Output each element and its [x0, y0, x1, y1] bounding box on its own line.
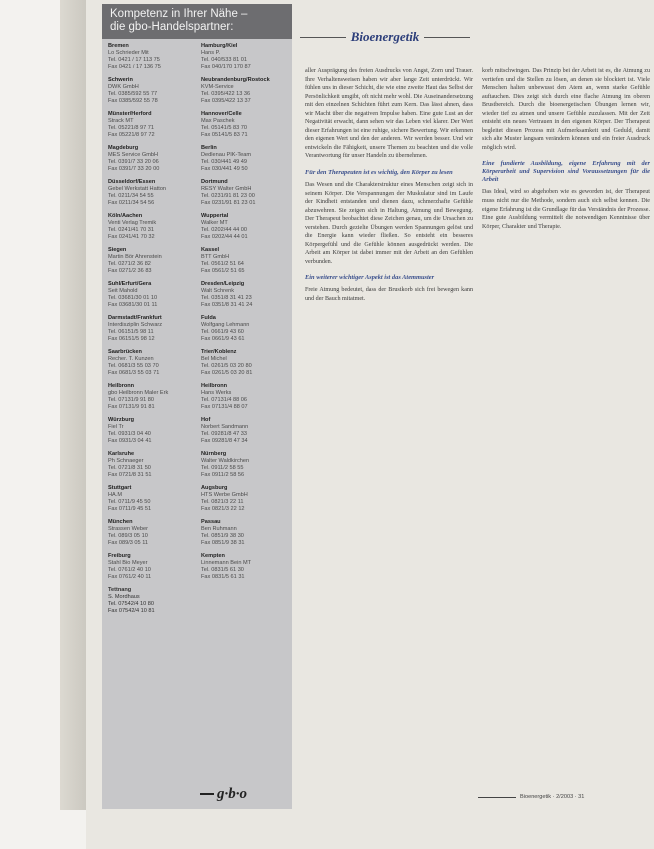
- partner-line: Tel. 0261/5 03 20 80: [201, 363, 252, 369]
- partner-line: Fiel Tr: [108, 424, 124, 430]
- partner-entry: [108, 213, 195, 243]
- partner-entry: [108, 383, 195, 413]
- partner-line: Fax 089/3 05 11: [108, 540, 149, 546]
- page-footer: Bioenergetik · 2/2003 · 31: [520, 794, 585, 800]
- partner-city: Magdeburg: [108, 145, 139, 151]
- article-subheading: Für den Therapeuten ist es wichtig, den Körper zu lesen: [305, 169, 453, 177]
- partner-line: Fax 0711/9 45 51: [108, 506, 152, 512]
- partner-entry: [201, 281, 288, 311]
- section-title: [300, 29, 470, 45]
- partner-line: RESY Walter GmbH: [201, 186, 252, 192]
- partner-city: Bremen: [108, 43, 129, 49]
- partner-city: Heilbronn: [108, 383, 135, 389]
- partner-line: Tel. 0821/3 22 11: [201, 499, 244, 505]
- partner-line: Tel. 07542/4 10 80: [108, 601, 155, 607]
- partner-city: Karlsruhe: [108, 451, 135, 457]
- article-subheading: Eine fundierte Ausbildung, eigene Erfahrung mit der Körperarbeit und Supervision sind Voraussetzungen für die Arbeit: [482, 160, 650, 184]
- partner-city: Hof: [201, 417, 211, 423]
- partner-line: KVM-Service: [201, 84, 234, 90]
- partner-line: Martin Bör Ahrenstein: [108, 254, 162, 260]
- partner-line: Tel. 05221/8 97 71: [108, 125, 155, 131]
- partner-line: Tel. 0711/9 45 50: [108, 499, 151, 505]
- partner-line: Fax 0271/2 36 83: [108, 268, 152, 274]
- partner-line: Tel. 0395/422 13 36: [201, 91, 251, 97]
- partner-line: Tel. 089/3 05 10: [108, 533, 148, 539]
- partner-line: Tel. 0931/3 04 40: [108, 431, 151, 437]
- partner-line: Lo Schrieder Mit: [108, 50, 149, 56]
- article-paragraph: Freie Atmung bedeutet, dass der Brustkorb sich frei bewegen kann und der Bauch mitatmet.: [305, 287, 473, 303]
- partner-line: Fax 0351/8 31 41 24: [201, 302, 253, 308]
- partner-line: Fax 0421 / 17 136 75: [108, 64, 161, 70]
- partner-city: Kassel: [201, 247, 220, 253]
- partner-city: Hannover/Celle: [201, 111, 242, 117]
- partner-line: Strassen Weber: [108, 526, 149, 532]
- partner-line: Walker MT: [201, 220, 228, 226]
- partner-line: gbo Heilbronn Maler Erk: [108, 390, 169, 396]
- partner-line: Tel. 0911/2 58 55: [201, 465, 244, 471]
- partner-entry: [108, 77, 195, 107]
- partner-line: Tel. 0351/8 31 41 23: [201, 295, 252, 301]
- partner-entry: [108, 417, 195, 447]
- partner-line: BTT GmbH: [201, 254, 230, 260]
- partner-line: Walt Schrenk: [201, 288, 235, 294]
- partner-line: Venti Verlag Tremik: [108, 220, 157, 226]
- partner-line: Tel. 0561/2 51 64: [201, 261, 244, 267]
- article-subheading: Ein weiterer wichtiger Aspekt ist das Atemmuster: [305, 274, 435, 282]
- logo-bar-icon: [200, 793, 214, 795]
- partner-line: Fax 0241/41 70 32: [108, 234, 155, 240]
- partner-line: Tel. 030/441 49 49: [201, 159, 248, 165]
- partner-line: Fax 07131/4 88 07: [201, 404, 248, 410]
- partner-line: Tel. 0761/2 40 10: [108, 567, 151, 573]
- partner-line: Fax 0231/91 81 23 01: [201, 200, 256, 206]
- partner-entry: [108, 553, 195, 583]
- partner-line: Fax 0385/592 55 78: [108, 98, 158, 104]
- section-title-text: Bioenergetik: [350, 29, 420, 44]
- partner-line: Recher. T. Kunzen: [108, 356, 154, 362]
- partner-line: Fax 0851/9 38 31: [201, 540, 245, 546]
- partner-line: Norbert Sandmann: [201, 424, 249, 430]
- partner-line: Fax 0831/5 61 31: [201, 574, 245, 580]
- partner-entry: [201, 553, 288, 583]
- partner-line: Fax 030/441 49 50: [201, 166, 248, 172]
- partner-entry: [108, 485, 195, 515]
- partner-city: Köln/Aachen: [108, 213, 143, 219]
- gbo-logo: [200, 786, 286, 802]
- partner-line: Fax 0202/44 44 01: [201, 234, 248, 240]
- partner-line: HA.M: [108, 492, 122, 498]
- partner-city: Passau: [201, 519, 221, 525]
- title-rule-right: [424, 37, 470, 38]
- partner-city: Würzburg: [108, 417, 135, 423]
- partner-line: Tel. 0721/8 31 50: [108, 465, 151, 471]
- partner-line: Fax 0261/5 03 20 81: [201, 370, 253, 376]
- article-paragraph: aller Ausprägung des freien Ausdrucks von Angst, Zorn und Trauer. Ihre Verhaltensweisen haben wir aber lange Zeit unterdrückt. Wir fühlen uns in dieser Schicht, die wie eine zweite Haut das Selbst der Persönlichkeit umgibt, oft nicht mehr wohl. Die Auseinandersetzung mit den einzelnen Schichten führt zum Kern. Das lässt ahnen, dass wir Macht über die negativen Impulse haben. Eine gute Lust an der Negativität erwacht, dann sehen wir das Leben viel klarer. Der Wert dieser Erfahrungen ist eine ruhige, sichere Bewertung. Wir erkennen den eigenen Wert und den der anderen. Wir werden besser. Und wir entwickeln die Fähigkeit, unsere Themen zu beachten und die volle Verantwortung für unser Handeln zu übernehmen.: [305, 68, 473, 160]
- partner-city: Tettnang: [108, 587, 132, 593]
- partner-line: Fax 03681/30 01 11: [108, 302, 158, 308]
- partner-city: Berlin: [201, 145, 217, 151]
- partner-entry: [108, 519, 195, 549]
- partner-line: Tel. 0271/2 36 82: [108, 261, 151, 267]
- partner-line: Fax 0911/2 58 56: [201, 472, 245, 478]
- article-column-right: [482, 67, 650, 237]
- partner-line: Walter Waldkirchen: [201, 458, 250, 464]
- partner-city: Siegen: [108, 247, 127, 253]
- partner-line: Tel. 0851/9 38 30: [201, 533, 244, 539]
- partner-line: Dedlenau PIK-Team: [201, 152, 252, 158]
- partner-line: Fax 09281/8 47 34: [201, 438, 248, 444]
- partner-city: Münster/Herford: [108, 111, 152, 117]
- title-rule-left: [300, 37, 346, 38]
- partner-line: Tel. 0681/3 55 03 70: [108, 363, 159, 369]
- partner-entry: [108, 111, 195, 141]
- partner-city: Saarbrücken: [108, 349, 142, 355]
- partner-entry: [108, 43, 195, 73]
- sidebar-header-line-1: Kompetenz in Ihrer Nähe –: [110, 8, 248, 20]
- partner-line: Fax 0761/2 40 11: [108, 574, 152, 580]
- partner-line: Fax 05141/5 83 71: [201, 132, 248, 138]
- partner-line: Tel. 0421 / 17 113 75: [108, 57, 160, 63]
- partner-entry-last: [102, 587, 292, 615]
- logo-text: g·b·o: [217, 785, 247, 802]
- article-column-middle: [305, 67, 473, 310]
- partner-line: Fax 07131/9 91 81: [108, 404, 155, 410]
- partner-line: Fax 0681/3 55 03 71: [108, 370, 160, 376]
- partner-line: Tel. 0391/7 33 20 06: [108, 159, 159, 165]
- partner-line: Tel. 040/533 81 01: [201, 57, 248, 63]
- partner-city: Hamburg/Kiel: [201, 43, 238, 49]
- partner-city: Stuttgart: [108, 485, 132, 491]
- article-paragraph: Das Ideal, wird so abgehoben wie es geworden ist, der Therapeut muss nicht nur die Methode, sondern auch sich selbst kennen. Die eigene Erfahrung ist die Grundlage für das Verständnis der Prozesse. Eine gute Ausbildung vermittelt die notwendigen Kenntnisse über Körper, Charakter und Therapie.: [482, 189, 650, 230]
- partner-entry: [201, 485, 288, 515]
- partner-line: Tel. 03681/30 01 10: [108, 295, 158, 301]
- sidebar-header: [102, 4, 292, 39]
- sidebar-header-line-2: die gbo-Handelspartner:: [110, 21, 234, 33]
- partner-line: MES Service GmbH: [108, 152, 159, 158]
- partner-line: Fax 0821/3 22 12: [201, 506, 245, 512]
- partner-entry: [108, 451, 195, 481]
- partner-line: Seit Mahold: [108, 288, 138, 294]
- partner-entry: [108, 349, 195, 379]
- partner-line: Tel. 05141/5 83 70: [201, 125, 248, 131]
- partner-line: Fax 0561/2 51 65: [201, 268, 245, 274]
- partner-entry: [201, 111, 288, 141]
- partner-entry: [201, 179, 288, 209]
- partner-city: Düsseldorf/Essen: [108, 179, 156, 185]
- partner-city: Suhl/Erfurt/Gera: [108, 281, 152, 287]
- partner-line: Tel. 07131/4 88 06: [201, 397, 248, 403]
- partner-city: Fulda: [201, 315, 216, 321]
- partner-line: Hans Werks: [201, 390, 232, 396]
- partner-line: Wolfgang Lehmann: [201, 322, 250, 328]
- partner-city: Freiburg: [108, 553, 131, 559]
- partner-city: Schwerin: [108, 77, 133, 83]
- partner-entry: [201, 349, 288, 379]
- partner-line: DWK GmbH: [108, 84, 139, 90]
- partner-line: Interdisziplin Schwarz: [108, 322, 163, 328]
- partner-line: Linnemann Bein MT: [201, 560, 252, 566]
- partner-entry: [108, 281, 195, 311]
- partner-entry: [201, 417, 288, 447]
- partner-entry: [201, 383, 288, 413]
- partner-city: Dresden/Leipzig: [201, 281, 245, 287]
- partner-line: Tel. 0661/9 43 60: [201, 329, 244, 335]
- partner-line: Stahl Bio Meyer: [108, 560, 148, 566]
- partner-line: Fax 06151/5 98 12: [108, 336, 155, 342]
- partner-line: Fax 0661/9 43 61: [201, 336, 245, 342]
- partner-entry: [108, 179, 195, 209]
- partner-entry: [201, 247, 288, 277]
- partner-city: Heilbronn: [201, 383, 228, 389]
- article-paragraph: korb mitschwingen. Das Prinzip bei der Arbeit ist es, die Atmung zu vertiefen und die Stellen zu lösen, an denen sie blockiert ist. Viele Menschen halten unbewusst den Atem an, wenn starke Gefühle auftauchen. Dies zeigt sich durch eine flache Atmung im oberen Brustbereich. Durch die bioenergetischen Übungen lernen wir, wieder tief zu atmen und unsere Gefühle zuzulassen. Mit der Zeit entsteht ein neues Vertrauen in den eigenen Körper. Der Therapeut begleitet diesen Prozess mit Aufmerksamkeit und Geduld, damit sich alte Muster langsam verändern können und ein freier Ausdruck möglich wird.: [482, 68, 650, 151]
- partner-entry: [201, 451, 288, 481]
- partner-city: Nürnberg: [201, 451, 227, 457]
- partner-line: Tel. 0385/592 55 77: [108, 91, 158, 97]
- partner-line: Tel. 06151/5 98 11: [108, 329, 154, 335]
- article-paragraph: Das Wesen und die Charakterstruktur eines Menschen zeigt sich in seinem Körper. Die Verspannungen der Muskulatur sind im Laufe der Kindheit entstanden und dienen dazu, schmerzhafte Gefühle abzuwehren. Sie zeigen sich in Haltung, Atmung und Bewegung. Der Therapeut beobachtet diese Zeichen genau, um die Ursachen zu verstehen. Durch gezielte Übungen werden Spannungen gelöst und die Energie kann wieder fließen. So entsteht ein besseres Körpergefühl und die Gefühle können ausgedrückt werden. Die Arbeit am Körper ist dabei immer mit der Arbeit an den Gefühlen verbunden.: [305, 182, 473, 265]
- partner-city: Kempten: [201, 553, 225, 559]
- partner-line: Fax 0211/34 54 56: [108, 200, 155, 206]
- partner-line: Bel Michel: [201, 356, 227, 362]
- partner-line: Gebel Werkstatt Hatton: [108, 186, 167, 192]
- partner-line: Fax 0391/7 33 20 00: [108, 166, 160, 172]
- partner-line: Ben Ruhmann: [201, 526, 237, 532]
- partner-entry: [201, 315, 288, 345]
- partner-sidebar: [102, 4, 292, 809]
- partner-city: Augsburg: [201, 485, 228, 491]
- partner-city: Darmstadt/Frankfurt: [108, 315, 162, 321]
- partner-line: Fax 0395/422 13 37: [201, 98, 251, 104]
- partner-line: Ph Schnaeger: [108, 458, 144, 464]
- partner-line: Fax 0721/8 31 51: [108, 472, 152, 478]
- partner-directory: [102, 39, 292, 587]
- partner-line: Strack MT: [108, 118, 134, 124]
- partner-line: Fax 040/170 170 87: [201, 64, 251, 70]
- partner-city: Neubrandenburg/Rostock: [201, 77, 270, 83]
- partner-entry: [201, 145, 288, 175]
- partner-line: Fax 07542/4 10 81: [108, 608, 155, 614]
- partner-line: Hans P.: [201, 50, 221, 56]
- partner-city: Wuppertal: [201, 213, 229, 219]
- partner-line: S. Mordhaus: [108, 594, 140, 600]
- partner-line: Fax 0931/3 04 41: [108, 438, 152, 444]
- partner-city: Dortmund: [201, 179, 228, 185]
- footer-rule: [478, 797, 516, 798]
- partner-line: Tel. 0211/34 54 55: [108, 193, 154, 199]
- partner-line: Tel. 07131/9 91 80: [108, 397, 155, 403]
- partner-entry: [201, 519, 288, 549]
- partner-line: Tel. 0831/5 61 30: [201, 567, 244, 573]
- partner-line: Tel. 0231/91 81 23 00: [201, 193, 255, 199]
- partner-entry: [108, 315, 195, 345]
- partner-line: Max Paschek: [201, 118, 235, 124]
- partner-line: Tel. 0241/41 70 31: [108, 227, 155, 233]
- partner-entry: [201, 213, 288, 243]
- partner-entry: [108, 145, 195, 175]
- partner-line: Tel. 0202/44 44 00: [201, 227, 248, 233]
- partner-entry: [201, 77, 288, 107]
- partner-city: München: [108, 519, 133, 525]
- partner-entry: [201, 43, 288, 73]
- partner-city: Trier/Koblenz: [201, 349, 237, 355]
- partner-line: Tel. 09281/8 47 33: [201, 431, 248, 437]
- partner-line: HTS Werbe GmbH: [201, 492, 248, 498]
- partner-line: Fax 05221/8 97 72: [108, 132, 155, 138]
- partner-entry: [108, 247, 195, 277]
